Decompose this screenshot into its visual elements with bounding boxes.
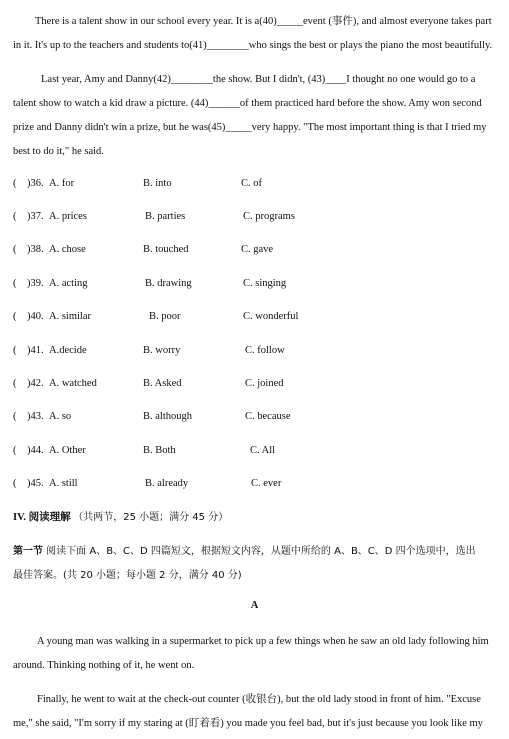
passage-p1-line2: around. Thinking nothing of it, he went on. xyxy=(13,660,195,671)
option-b: B. parties xyxy=(145,211,186,222)
option-c: C. gave xyxy=(241,244,274,255)
option-c: C. ever xyxy=(251,478,282,489)
answer-paren[interactable]: ( xyxy=(13,445,17,456)
answer-paren[interactable]: ( xyxy=(13,278,17,289)
option-a: A. prices xyxy=(49,211,87,222)
cloze-paragraph-2 xyxy=(13,68,501,164)
question-row xyxy=(13,374,501,394)
question-number: )38. xyxy=(27,244,44,255)
section-instructions xyxy=(13,540,501,588)
question-row xyxy=(13,407,501,427)
option-a: A. Other xyxy=(49,445,86,456)
question-row xyxy=(13,307,501,327)
option-a: A. acting xyxy=(49,278,88,289)
option-a: A. for xyxy=(49,178,75,189)
question-row xyxy=(13,207,501,227)
answer-paren[interactable]: ( xyxy=(13,478,17,489)
question-row xyxy=(13,274,501,294)
question-row xyxy=(13,341,501,361)
part-label: 第一节 xyxy=(13,546,43,557)
question-number: )40. xyxy=(27,311,44,322)
option-a: A. chose xyxy=(49,244,86,255)
option-c: C. wonderful xyxy=(243,311,299,322)
instruction-line-2: 最佳答案。(共 20 小题；每小题 2 分，满分 40 分) xyxy=(13,570,242,581)
question-number: )43. xyxy=(27,411,44,422)
option-c: C. programs xyxy=(243,211,295,222)
option-c: C. because xyxy=(245,411,291,422)
option-a: A. similar xyxy=(49,311,91,322)
answer-paren[interactable]: ( xyxy=(13,311,17,322)
question-number: )39. xyxy=(27,278,44,289)
cloze-p2-line3: prize and Danny didn't win a prize, but he was(45)_____very happy. "The most important thing is that I tried my xyxy=(13,122,487,133)
cloze-p1-line2: in it. It's up to the teachers and students to(41)________who sings the best or plays the piano the most beautifully. xyxy=(13,40,493,51)
passage-paragraph-1 xyxy=(13,630,501,678)
option-b: B. poor xyxy=(149,311,181,322)
option-c: C. joined xyxy=(245,378,284,389)
question-number: )41. xyxy=(27,345,44,356)
section-heading xyxy=(13,506,501,530)
answer-paren[interactable]: ( xyxy=(13,378,17,389)
passage-paragraph-2 xyxy=(13,688,501,736)
question-row xyxy=(13,174,501,194)
option-b: B. drawing xyxy=(145,278,192,289)
option-a: A.decide xyxy=(49,345,87,356)
option-c: C. follow xyxy=(245,345,285,356)
answer-paren[interactable]: ( xyxy=(13,211,17,222)
passage-p2-line1: Finally, he went to wait at the check-out counter (收银台), but the old lady stood in front of him. "Excuse xyxy=(37,694,481,705)
question-number: )36. xyxy=(27,178,44,189)
option-c: C. All xyxy=(250,445,276,456)
passage-p1-line1: A young man was walking in a supermarket to pick up a few things when he saw an old lady following him xyxy=(37,636,489,647)
answer-paren[interactable]: ( xyxy=(13,411,17,422)
question-number: )44. xyxy=(27,445,44,456)
cloze-paragraph-1 xyxy=(13,10,501,58)
answer-paren[interactable]: ( xyxy=(13,244,17,255)
question-number: )42. xyxy=(27,378,44,389)
section-title: IV. 阅读理解 xyxy=(13,512,71,523)
option-b: B. Asked xyxy=(143,378,182,389)
cloze-p2-line2: talent show to watch a kid draw a picture. (44)______of them practiced hard before the show. Amy won second xyxy=(13,98,482,109)
question-row xyxy=(13,474,501,494)
question-number: )37. xyxy=(27,211,44,222)
passage-label: A xyxy=(250,600,259,611)
option-a: A. so xyxy=(49,411,72,422)
question-row xyxy=(13,441,501,461)
question-number: )45. xyxy=(27,478,44,489)
option-a: A. still xyxy=(49,478,78,489)
option-c: C. singing xyxy=(243,278,287,289)
option-b: B. touched xyxy=(143,244,189,255)
option-b: B. already xyxy=(145,478,189,489)
answer-paren[interactable]: ( xyxy=(13,178,17,189)
option-b: B. worry xyxy=(143,345,181,356)
passage-p2-line2: me," she said, "I'm sorry if my staring at (盯着看) you made you feel bad, but it's just because you look like my xyxy=(13,718,483,729)
instruction-line-1: 阅读下面 A、B、C、D 四篇短文，根据短文内容，从题中所给的 A、B、C、D 四个选项中，选出 xyxy=(43,546,476,557)
option-c: C. of xyxy=(241,178,262,189)
section-title-note: （共两节，25 小题；满分 45 分） xyxy=(73,512,229,523)
answer-paren[interactable]: ( xyxy=(13,345,17,356)
option-b: B. although xyxy=(143,411,192,422)
option-b: B. Both xyxy=(143,445,176,456)
option-a: A. watched xyxy=(49,378,97,389)
cloze-p1-line1: There is a talent show in our school every year. It is a(40)_____event (事件), and almost everyone takes part xyxy=(35,16,492,27)
option-b: B. into xyxy=(143,178,172,189)
question-row xyxy=(13,240,501,260)
cloze-p2-line4: best to do it," he said. xyxy=(13,146,104,157)
cloze-p2-line1: Last year, Amy and Danny(42)________the show. But I didn't, (43)____I thought no one would go to a xyxy=(41,74,476,85)
